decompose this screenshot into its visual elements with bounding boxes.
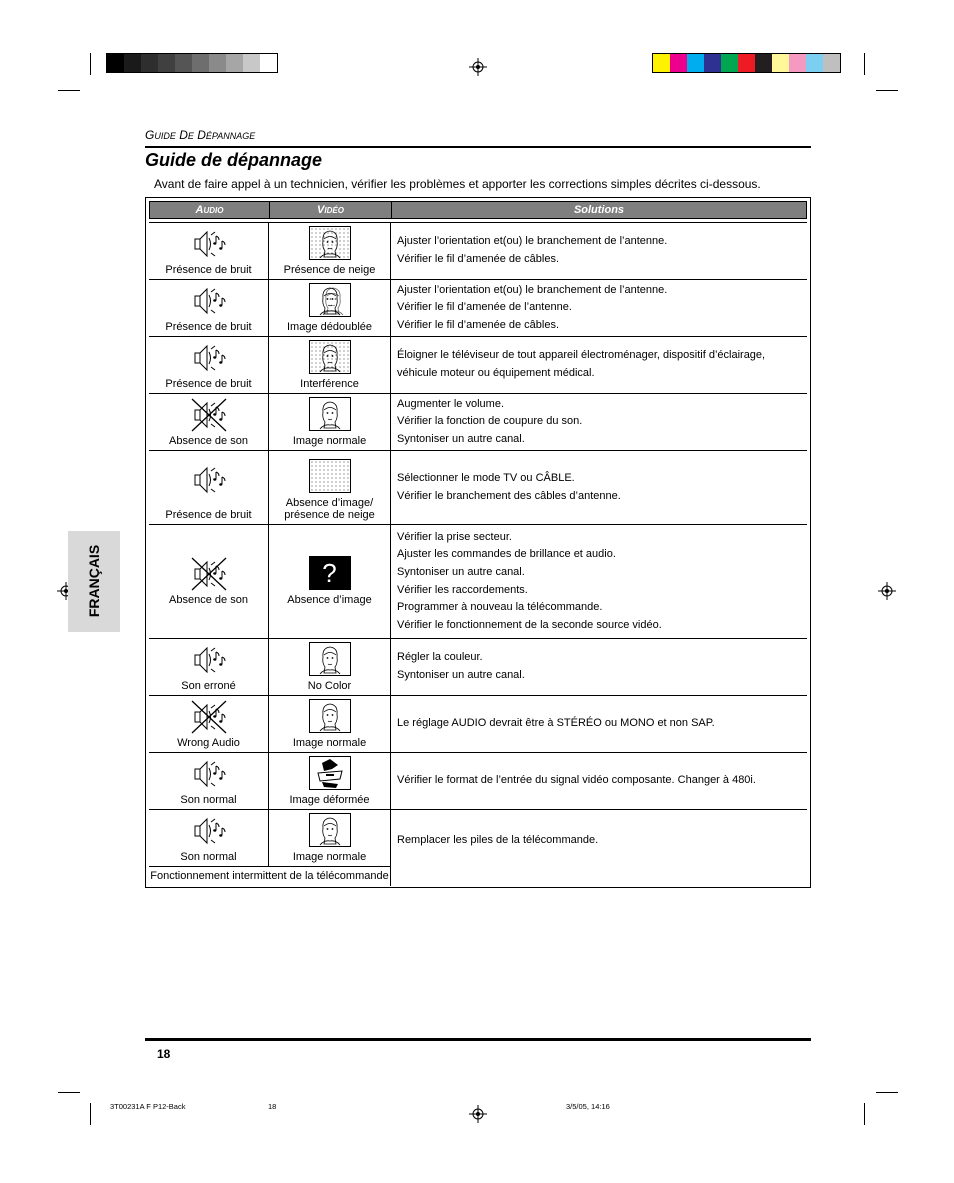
tv-distorted-icon [309,756,351,790]
color-swatch [738,54,755,72]
crop-mark [90,1103,91,1125]
table-row [149,336,807,393]
speaker-noise-icon [189,462,229,498]
video-label: Image déformée [289,794,370,806]
col-header-audio: AUDIO [150,202,270,218]
color-swatch [670,54,687,72]
table-row [149,450,807,524]
crop-mark [58,1092,80,1093]
section-kicker: GUIDE DE DÉPANNAGE [145,128,256,142]
solutions-cell [391,639,807,695]
color-swatch [158,54,175,72]
audio-label: Son normal [180,794,237,806]
video-label: Absence d’image/ présence de neige [284,497,375,521]
speaker-muted-icon [189,397,229,433]
solution-line: Syntoniser un autre canal. [397,432,525,445]
section-rule [145,146,811,148]
solution-line: Vérifier le format de l’entrée du signal vidéo composante. Changer à 480i. [397,774,756,787]
tv-snow-icon [309,459,351,493]
color-swatch [823,54,840,72]
page-title: Guide de dépannage [145,150,323,170]
table-row [149,393,807,450]
solution-line: Vérifier la prise secteur. [397,530,512,543]
audio-cell [149,337,269,393]
speaker-noise-icon [189,283,229,319]
speaker-muted-icon [189,699,229,735]
troubleshooting-table [145,197,811,888]
audio-cell [149,280,269,336]
video-label: Absence d’image [287,594,372,606]
color-swatch [260,54,277,72]
audio-label: Présence de bruit [165,321,252,333]
video-cell [269,639,391,695]
registration-mark-icon [469,1105,487,1123]
video-label: No Color [307,680,352,692]
speaker-noise-icon [189,340,229,376]
video-label: Interférence [300,378,359,390]
audio-cell [149,810,269,866]
tv-ghost-face-icon [309,283,351,317]
speaker-noise-icon [189,642,229,678]
color-swatch [687,54,704,72]
audio-label: Présence de bruit [165,378,252,390]
solution-line: Ajuster l’orientation et(ou) le branchement de l’antenne. [397,283,668,296]
solution-line: Éloigner le téléviseur de tout appareil électroménager, dispositif d’éclairage, [397,349,766,362]
video-cell [269,525,391,638]
solutions-cell [391,696,807,752]
speaker-noise-icon [189,226,229,262]
solution-line: Syntoniser un autre canal. [397,669,525,681]
speaker-muted-icon [189,556,229,592]
solutions-cell [391,394,807,450]
audio-cell [149,525,269,638]
registration-mark-icon [878,582,896,600]
video-label: Image dédoublée [286,321,372,333]
color-swatch [226,54,243,72]
tv-face-icon [309,813,351,847]
solution-line: Vérifier le fil d’amenée de câbles. [397,253,560,265]
print-slug-file: 3T00231A F P12-Back [110,1102,186,1111]
color-swatch [175,54,192,72]
color-swatch [243,54,260,72]
video-label: Image normale [292,851,367,863]
audio-cell [149,639,269,695]
table-row [149,638,807,695]
solution-line: Ajuster les commandes de brillance et audio. [397,548,616,561]
color-swatch [107,54,124,72]
solution-line: Remplacer les piles de la télécommande. [397,834,599,846]
audio-label: Son normal [180,851,237,863]
solution-line: Ajuster l’orientation et(ou) le branchement de l’antenne. [397,235,668,248]
print-slug-page: 18 [268,1102,277,1111]
solution-line: Programmer à nouveau la télécommande. [397,601,603,614]
registration-mark-icon [469,58,487,76]
footer-rule [145,1038,811,1041]
color-swatch [806,54,823,72]
solutions-cell [391,337,807,393]
language-label: FRANÇAIS [86,544,102,618]
crop-mark [876,90,898,91]
video-cell [269,753,391,809]
solution-line: Vérifier le branchement des câbles d’antenne. [397,489,621,502]
crop-mark [58,90,80,91]
solution-line: Vérifier les raccordements. [397,583,528,596]
color-swatch [755,54,772,72]
table-row [149,809,807,886]
audio-cell [149,696,269,752]
tv-interference-face-icon [309,340,351,374]
crop-mark [876,1092,898,1093]
table-row [149,524,807,638]
audio-cell [149,223,269,279]
video-label: Image normale [292,435,367,447]
solutions-cell [391,525,807,638]
language-side-tab [68,531,120,632]
col-header-video: VIDÉO [270,202,392,218]
audio-label: Absence de son [169,435,248,447]
color-swatch [141,54,158,72]
color-swatch [124,54,141,72]
audio-label: Présence de bruit [165,509,252,521]
solution-line: Augmenter le volume. [397,397,504,410]
video-cell [269,394,391,450]
video-cell [269,810,391,866]
solutions-cell [391,280,807,336]
table-row [149,222,807,279]
tv-question-icon: ? [309,556,351,590]
solution-line: Syntoniser un autre canal. [397,565,525,578]
color-swatch [704,54,721,72]
table-row [149,752,807,809]
audio-cell [149,753,269,809]
video-cell [269,337,391,393]
video-label: Présence de neige [283,264,376,276]
remote-issue-label: Fonctionnement intermittent de la télécommande [149,866,391,886]
crop-mark [90,53,91,75]
intro-text: Avant de faire appel à un technicien, vérifier les problèmes et apporter les corrections simples décrites ci-dessous. [154,177,761,191]
solution-line: Régler la couleur. [397,651,483,664]
tv-face-icon [309,699,351,733]
solutions-cell [391,753,807,809]
solutions-cell [391,223,807,279]
video-cell [269,223,391,279]
gray-calibration-bar [106,53,278,73]
video-cell [269,451,391,524]
solution-line: Vérifier le fil d’amenée de l’antenne. [397,301,572,314]
solution-line: Vérifier le fonctionnement de la seconde source vidéo. [397,618,662,631]
solution-line: Vérifier la fonction de coupure du son. [397,415,583,428]
table-row [149,279,807,336]
speaker-noise-icon [189,813,229,849]
crop-mark [864,53,865,75]
video-cell [269,696,391,752]
tv-face-icon [309,642,351,676]
video-label: Image normale [292,737,367,749]
solutions-cell [391,810,807,886]
audio-label: Présence de bruit [165,264,252,276]
color-calibration-bar [652,53,841,73]
color-swatch [772,54,789,72]
solution-line: Le réglage AUDIO devrait être à STÉRÉO ou MONO et non SAP. [397,717,715,730]
solution-line: véhicule moteur ou équipement médical. [397,367,595,379]
solution-line: Vérifier le fil d’amenée de câbles. [397,318,560,331]
table-row [149,695,807,752]
audio-label: Son erroné [181,680,236,692]
speaker-noise-icon [189,756,229,792]
color-swatch [721,54,738,72]
page-number: 18 [157,1047,171,1061]
audio-label: Absence de son [169,594,248,606]
audio-cell [149,394,269,450]
color-swatch [192,54,209,72]
audio-label: Wrong Audio [177,737,240,749]
video-cell [269,280,391,336]
solution-line: Sélectionner le mode TV ou CÂBLE. [397,471,575,484]
color-swatch [789,54,806,72]
col-header-solutions: Solutions [573,204,625,216]
solutions-cell [391,451,807,524]
crop-mark [864,1103,865,1125]
color-swatch [653,54,670,72]
audio-cell [149,451,269,524]
tv-face-icon [309,397,351,431]
table-header [149,201,807,219]
print-slug-date: 3/5/05, 14:16 [566,1102,610,1111]
tv-snow-face-icon [309,226,351,260]
color-swatch [209,54,226,72]
